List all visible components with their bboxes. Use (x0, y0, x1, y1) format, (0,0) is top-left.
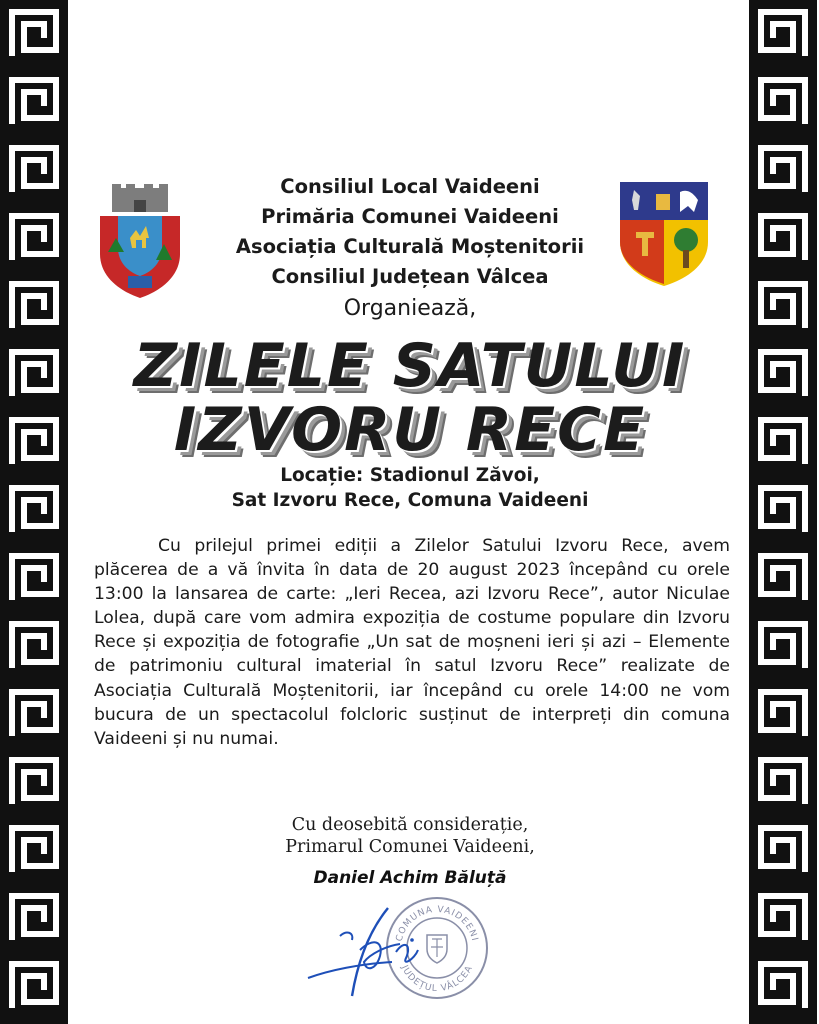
organizers-list (200, 172, 620, 292)
invitation-paragraph: Cu prilejul primei ediții a Zilelor Satului Izvoru Rece, avem plăcerea de a vă învita în data de 20 august 2023 începând cu orele 13:00 la lansarea de carte: „Ieri Recea, azi Izvoru Rece”, autor Niculae Lolea, după care vom admira expoziția de costume populare din Izvoru Rece și expoziția de fotografie „Un sat de moșneni ieri și azi – Elemente de patrimoniu cultural imaterial în satul Izvoru Rece” realizate de Asociația Culturală Moștenitorii, iar începând cu orele 14:00 ne vom bucura de un spectacolul folcloric susținut de interpreți din comuna Vaideeni și nu numai. (94, 536, 730, 749)
organizes-label: Organiează, (343, 296, 477, 321)
event-title-line1: ZILELE SATULUI (133, 331, 687, 401)
valcea-county-coat-of-arms-icon (618, 180, 710, 288)
location-line: Locație: Stadionul Zăvoi, (280, 465, 540, 486)
event-location (150, 463, 670, 513)
right-greek-key-border (749, 0, 817, 1024)
closing-line: Primarul Comunei Vaideeni, (285, 837, 535, 857)
stamp-top-text: COMUNA VAIDEENI (394, 904, 480, 943)
organizer-line: Asociația Culturală Moștenitorii (235, 235, 585, 258)
closing-block (200, 814, 620, 858)
organizer-line: Primăria Comunei Vaideeni (261, 205, 559, 228)
closing-line: Cu deosebită considerație, (291, 815, 529, 835)
event-title-line2: IZVORU RECE (173, 395, 647, 465)
mayor-name: Daniel Achim Băluță (313, 868, 507, 888)
organizer-line: Consiliul Județean Vâlcea (271, 265, 549, 288)
stamp-bottom-text: JUDEȚUL VÂLCEA (398, 963, 476, 995)
organizer-line: Consiliul Local Vaideeni (280, 175, 540, 198)
left-greek-key-border (0, 0, 68, 1024)
location-line: Sat Izvoru Rece, Comuna Vaideeni (231, 490, 589, 511)
mayor-signature (300, 900, 450, 1010)
vaideeni-coat-of-arms-icon (98, 182, 182, 300)
